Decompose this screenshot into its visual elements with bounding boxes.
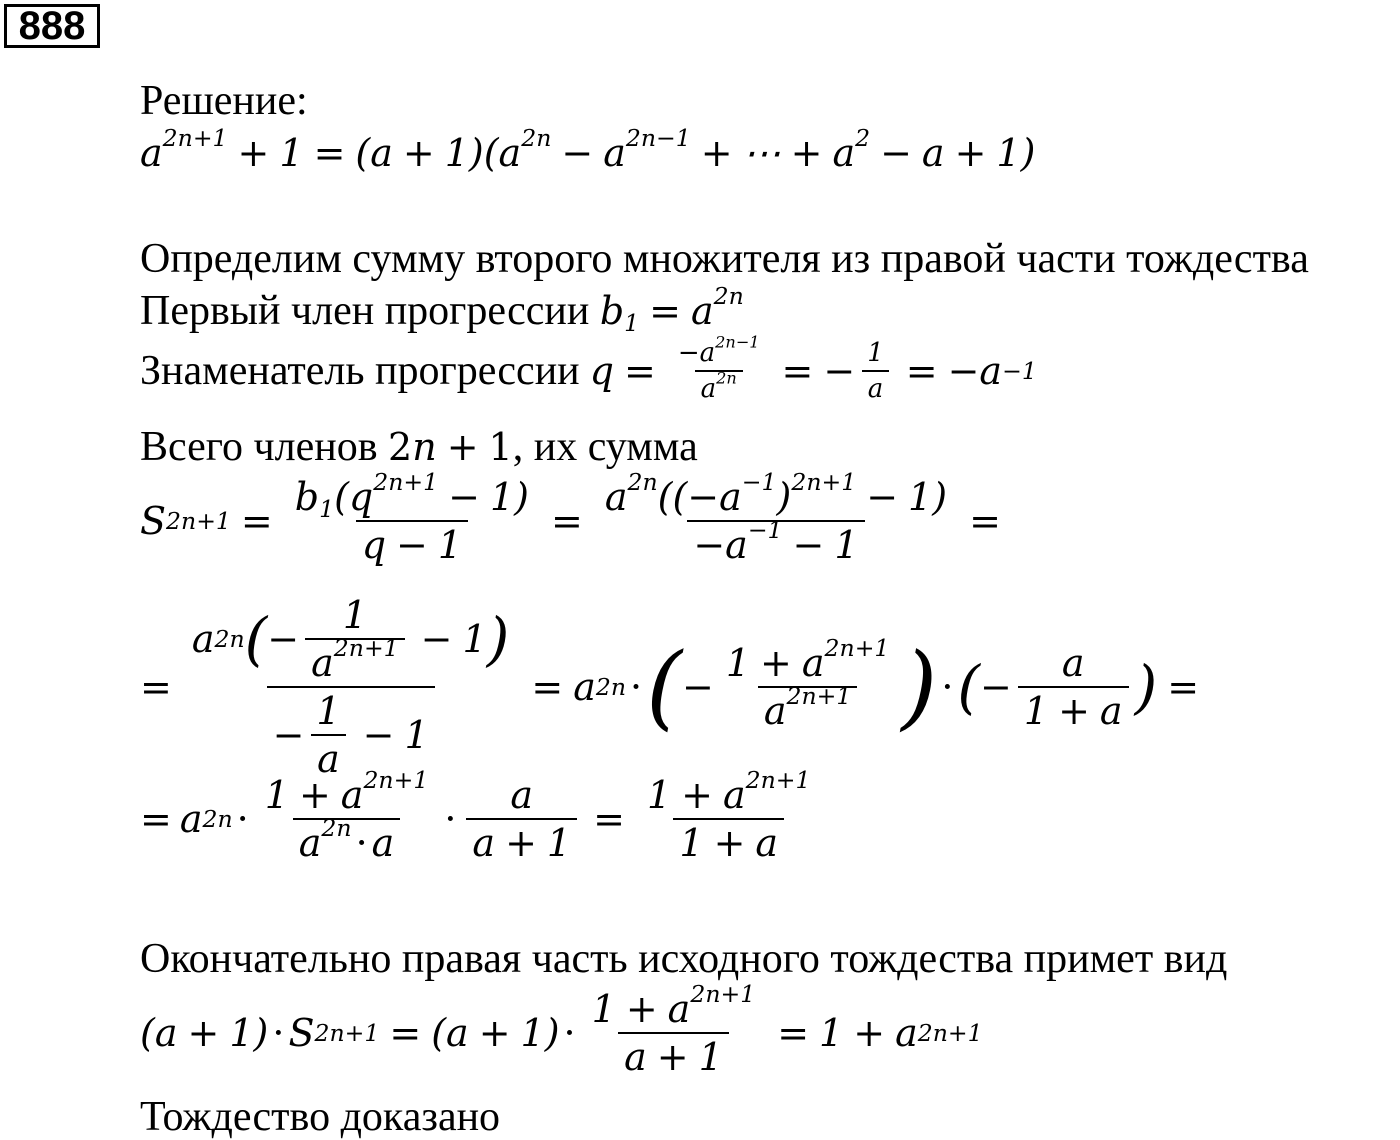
count-suffix: , их сумма — [512, 424, 698, 470]
first-term-equation: $b_1 = a^{2n}$ — [599, 281, 744, 338]
ratio-equation: q = $\frac{-a^{2n-1}}{a^{2n}}$ = − $\frac{1}{a}$ = −a −1 — [589, 332, 1037, 404]
conclusion-text: Тождество доказано — [140, 1094, 501, 1140]
final-equation: (a + 1) · S 2n+1 = (a + 1) · $\frac{1 + a^{2n+1}}{a + 1}$ = 1 + a 2n+1 — [140, 979, 983, 1079]
count-expression: 2n + 1 — [388, 425, 513, 469]
count-label: Всего членов — [140, 424, 378, 470]
final-intro-text: Окончательно правая часть исходного тождества примет вид — [140, 936, 1228, 982]
first-term-line — [140, 281, 744, 338]
ratio-line — [140, 332, 1037, 404]
identity-equation: $a^{2n+1} + 1 = (a + 1)(a^{2n} - a^{2n-1}$ + ⋯ + $a^2 - a + 1$) — [140, 123, 1036, 175]
sum-equation-line-3: = a 2n · $\frac{1 + a^{2n+1}}{a^{2n} \cdot a}$ · $\frac{a}{a + 1}$ = $\frac{1 + a^{2n+1}}{1 + a}$ — [140, 765, 811, 865]
count-line — [140, 426, 698, 468]
solution-heading: Решение: — [140, 78, 308, 124]
first-term-label: Первый член прогрессии — [140, 288, 590, 334]
problem-number-badge: 888 — [4, 4, 100, 48]
ratio-label: Знаменатель прогрессии — [140, 348, 580, 394]
sum-equation-line-2: = a 2n ( − $\frac{1}{a^{2n+1}}$ − 1 ) − $\frac{1}{a}$ − 1 = a 2n · ( − $\frac{1 + a^{2n+1}}{a^{2n+1}}$ ) · ( − $\frac{a}{1 + a}$ ) = — [140, 593, 1200, 781]
sum-equation-line-1: S 2n+1 = $\frac{b_1(q^{2n+1} - 1)}{q - 1}$ = $\frac{a^{2n}((-a^{-1})^{2n+1} - 1)}{-a^{-1} - 1}$ = — [140, 467, 1001, 567]
sum-intro-text: Определим сумму второго множителя из правой части тождества — [140, 236, 1309, 282]
